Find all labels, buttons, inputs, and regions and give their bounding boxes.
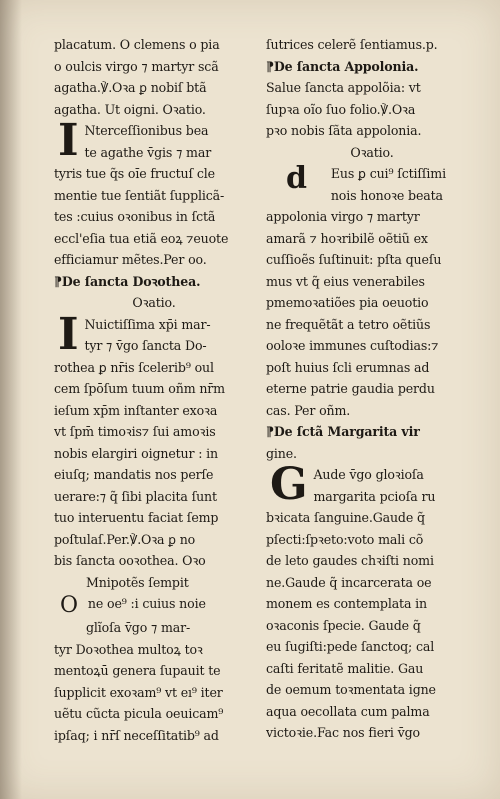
text-line: de leto gaudes chꝛiſti nomi xyxy=(266,553,434,568)
text-line: bis ſancta ooꝛothea. Oꝛo xyxy=(54,553,206,568)
initial-letter-margarita: G xyxy=(270,459,308,510)
text-line: monem es contemplata in xyxy=(266,596,428,611)
text-line: Eus ꝑ cui⁹ ſctiſſimi xyxy=(330,166,446,181)
text-line: cuſſioẽs ſuſtinuit: pſta queſu xyxy=(266,252,442,267)
text-line: poſt huius ſcli erumnas ad xyxy=(266,359,430,375)
text-line: eu ſugiſti:pede ſanctoq; cal xyxy=(266,639,435,654)
margarita-prayer-block xyxy=(266,459,478,510)
text-line: ſutrices celerẽ ſentiamus.p. xyxy=(266,37,438,52)
text-line: ſupꝛa oĩo ſuo folio.℣.Oꝛa xyxy=(266,101,416,117)
text-line: Nterceſſionibus bea xyxy=(84,123,209,138)
text-line: victoꝛie.Fac nos fieri v̄go xyxy=(266,725,420,740)
text-line: Nuictiſſima xp̄i mar- xyxy=(84,316,211,332)
text-line: ne.Gaude q̃ incarcerata oe xyxy=(266,574,432,590)
text-line: glĩoſa v̄go ⁊ mar- xyxy=(86,620,191,635)
text-line: ne oe⁹ :i cuius noie xyxy=(87,596,206,611)
text-line: aqua oecollata cum palma xyxy=(266,703,430,719)
text-line: mentie tue ſentiãt ſupplicã- xyxy=(54,187,225,203)
section-heading-apollonia: ⁋De ſancta Appolonia. xyxy=(266,58,419,74)
text-line: poſtulaſ.Per.℣.Oꝛa ꝑ no xyxy=(54,531,196,547)
left-column xyxy=(54,34,254,746)
text-line: placatum. O clemens o pia xyxy=(54,37,220,52)
text-line: uerare:⁊ q̃ ſibi placita ſunt xyxy=(54,488,217,504)
text-line: rothea ꝑ nr̄is ſcelerib⁹ oul xyxy=(54,359,214,375)
text-line: efficiamur mẽtes.Per oo. xyxy=(54,252,207,267)
text-line: ne frequẽtãt a tetro oẽtiũs xyxy=(266,316,431,332)
text-line: oꝛaconis ſpecie. Gaude q̃ xyxy=(266,617,421,633)
text-line: agatha. Ut oigni. Oꝛatio. xyxy=(54,101,206,117)
omnipotens-prayer-block xyxy=(54,572,254,639)
initial-letter-dorothea: I xyxy=(58,308,79,360)
text-line: Aude v̄go gloꝛioſa xyxy=(313,467,424,482)
text-line: cas. Per oñm. xyxy=(266,402,351,418)
text-line: amarã ⁊ hoꝛribilẽ oẽtiũ ex xyxy=(266,230,428,246)
dorothea-prayer-block xyxy=(54,308,254,360)
text-line: tes :cuius oꝛonibus in ſctã xyxy=(54,209,216,224)
text-line: pꝛo nobis ſãta appolonia. xyxy=(266,123,422,138)
text-line: mentoꝝū genera ſupauit te xyxy=(54,663,221,678)
text-line: tyr ⁊ v̄go ſancta Do- xyxy=(84,338,207,353)
text-line: appolonia virgo ⁊ martyr xyxy=(266,209,420,224)
text-line: te agathe v̄gis ⁊ mar xyxy=(84,144,212,160)
text-line: tyr Doꝛothea multoꝝ toꝛ xyxy=(54,641,203,657)
text-line: agatha.℣.Oꝛa ꝑ nobiſ btã xyxy=(54,80,207,95)
text-line: eiuſq; mandatis nos perſe xyxy=(54,467,214,482)
text-line: gine. xyxy=(266,445,297,461)
section-heading-dorothea: ⁋De ſancta Doꝛothea. xyxy=(54,273,201,289)
initial-letter-omnipotens: O xyxy=(60,593,78,617)
initial-letter-apollonia: d xyxy=(286,161,307,196)
section-heading-margarita: ⁋De ſctã Margarita vir xyxy=(266,424,420,439)
agatha-prayer-block xyxy=(54,115,254,166)
text-line: o oulcis virgo ⁊ martyr scã xyxy=(54,58,219,74)
text-line: uẽtu cũctа picula oeuicam⁹ xyxy=(54,706,224,721)
oratio-heading: Oꝛatio. xyxy=(350,144,394,160)
text-line: margarita pcioſa ru xyxy=(313,488,436,504)
text-line: eterne patrie gaudia perdu xyxy=(266,381,435,396)
text-line: ipſaq; i nr̄ſ neceſſitatib⁹ ad xyxy=(54,727,219,743)
text-line: ooloꝛe immunes cuſtodias:⁊ xyxy=(266,338,439,353)
text-line: ſupplicit exoꝛam⁹ vt eı⁹ iter xyxy=(54,684,223,700)
text-line: pmemoꝛatiões pia oeuotio xyxy=(266,295,429,310)
text-line: pſecti:ſpꝛeto:voto mali cõ xyxy=(266,531,424,547)
oratio-heading: Oꝛatio. xyxy=(132,295,176,310)
text-line: bꝛicata ſanguine.Gaude q̃ xyxy=(266,510,425,525)
text-line: nois honoꝛe beata xyxy=(330,187,443,203)
text-line: mus vt q̃ eius venerabiles xyxy=(266,273,425,289)
initial-letter-agatha: I xyxy=(58,115,79,166)
text-line: eccl'eſia tua etiã eoꝝ ⁊euote xyxy=(54,230,229,246)
text-line: de oemum toꝛmentata igne xyxy=(266,682,436,697)
text-line: nobis elargiri oignetur : in xyxy=(54,445,219,461)
text-line: Salue ſancta appolõia: vt xyxy=(266,80,421,95)
apollonia-prayer-block xyxy=(266,163,478,206)
text-line: ieſum xp̄m inſtanter exoꝛa xyxy=(54,402,218,418)
text-line: tyris tue q̃s oı̄e fructuſ cle xyxy=(54,166,215,181)
right-column xyxy=(266,34,478,744)
text-line: vt ſpm̄ timoꝛis⁊ ſui amoꝛis xyxy=(54,424,216,439)
text-line: tuo interuentu faciat ſemp xyxy=(54,510,219,525)
text-line: caſti feritatẽ malitie. Gau xyxy=(266,660,424,676)
gutter-shadow xyxy=(0,0,22,799)
text-line: Mnipotẽs ſempit xyxy=(86,574,189,590)
text-line: cem ſpōſum tuum oñm nr̄m xyxy=(54,381,225,396)
